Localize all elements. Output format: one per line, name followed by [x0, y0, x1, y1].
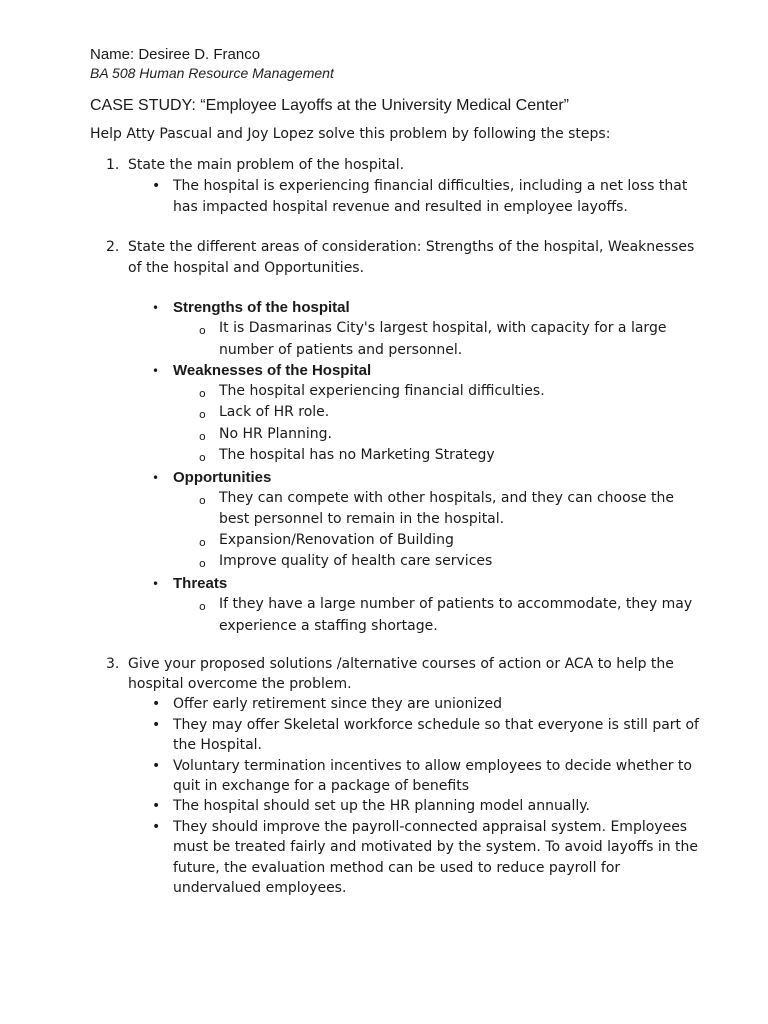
course-title: BA 508 Human Resource Management [90, 65, 334, 81]
bullet-icon: • [152, 758, 161, 774]
opportunities-item: best personnel to remain in the hospital. [219, 511, 505, 527]
weaknesses-item: The hospital experiencing financial difficulties. [219, 383, 545, 399]
weaknesses-heading: Weaknesses of the Hospital [173, 362, 372, 379]
step3-number: 3. [106, 656, 120, 672]
weaknesses-item: The hospital has no Marketing Strategy [219, 447, 495, 463]
sub-bullet-icon: o [199, 557, 206, 570]
sub-bullet-icon: o [199, 600, 206, 613]
step3-bullet: quit in exchange for a package of benefits [173, 778, 469, 794]
sub-bullet-icon: o [199, 451, 206, 464]
step2-line: of the hospital and Opportunities. [128, 260, 365, 276]
case-study-title: CASE STUDY: “Employee Layoffs at the University Medical Center” [90, 97, 569, 114]
bullet-icon: • [152, 717, 161, 733]
step2-number: 2. [106, 239, 120, 255]
step3-bullet: Offer early retirement since they are unionized [173, 696, 503, 712]
step3-line: Give your proposed solutions /alternative courses of action or ACA to help the [128, 656, 674, 672]
strengths-heading: Strengths of the hospital [173, 299, 350, 316]
sub-bullet-icon: o [199, 494, 206, 507]
threats-item: If they have a large number of patients to accommodate, they may [219, 596, 693, 612]
bullet-icon: • [152, 178, 161, 194]
threats-item: experience a staffing shortage. [219, 618, 438, 634]
step3-bullet: The hospital should set up the HR planning model annually. [173, 798, 590, 814]
step3-bullet: must be treated fairly and motivated by the system. To avoid layoffs in the [173, 839, 699, 855]
step1-text: State the main problem of the hospital. [128, 157, 405, 173]
strengths-item: number of patients and personnel. [219, 342, 463, 358]
step3-bullet: the Hospital. [173, 737, 262, 753]
sub-bullet-icon: o [199, 536, 206, 549]
author-name: Name: Desiree D. Franco [90, 46, 261, 63]
opportunities-item: Improve quality of health care services [219, 553, 493, 569]
bullet-icon: • [152, 471, 160, 485]
step1-bullet-line: The hospital is experiencing financial difficulties, including a net loss that [173, 178, 688, 194]
opportunities-item: They can compete with other hospitals, and they can choose the [219, 490, 675, 506]
bullet-icon: • [152, 364, 160, 378]
bullet-icon: • [152, 577, 160, 591]
sub-bullet-icon: o [199, 430, 206, 443]
weaknesses-item: No HR Planning. [219, 426, 332, 442]
sub-bullet-icon: o [199, 387, 206, 400]
step3-bullet: They may offer Skeletal workforce schedule so that everyone is still part of [173, 717, 699, 733]
bullet-icon: • [152, 301, 160, 315]
step3-bullet: They should improve the payroll-connected appraisal system. Employees [173, 819, 688, 835]
bullet-icon: • [152, 696, 161, 712]
opportunities-heading: Opportunities [173, 469, 272, 486]
sub-bullet-icon: o [199, 324, 206, 337]
bullet-icon: • [152, 819, 161, 835]
step1-bullet-line: has impacted hospital revenue and resulted in employee layoffs. [173, 199, 628, 215]
threats-heading: Threats [173, 575, 228, 592]
strengths-item: It is Dasmarinas City's largest hospital, with capacity for a large [219, 320, 667, 336]
weaknesses-item: Lack of HR role. [219, 404, 330, 420]
sub-bullet-icon: o [199, 408, 206, 421]
opportunities-item: Expansion/Renovation of Building [219, 532, 454, 548]
step3-bullet: future, the evaluation method can be used to reduce payroll for [173, 860, 621, 876]
step1-number: 1. [106, 157, 120, 173]
intro-text: Help Atty Pascual and Joy Lopez solve this problem by following the steps: [90, 126, 611, 142]
step3-bullet: undervalued employees. [173, 880, 347, 896]
bullet-icon: • [152, 798, 161, 814]
step3-bullet: Voluntary termination incentives to allow employees to decide whether to [173, 758, 692, 774]
step3-line: hospital overcome the problem. [128, 676, 352, 692]
step2-line: State the different areas of consideration: Strengths of the hospital, Weaknesses [128, 239, 695, 255]
